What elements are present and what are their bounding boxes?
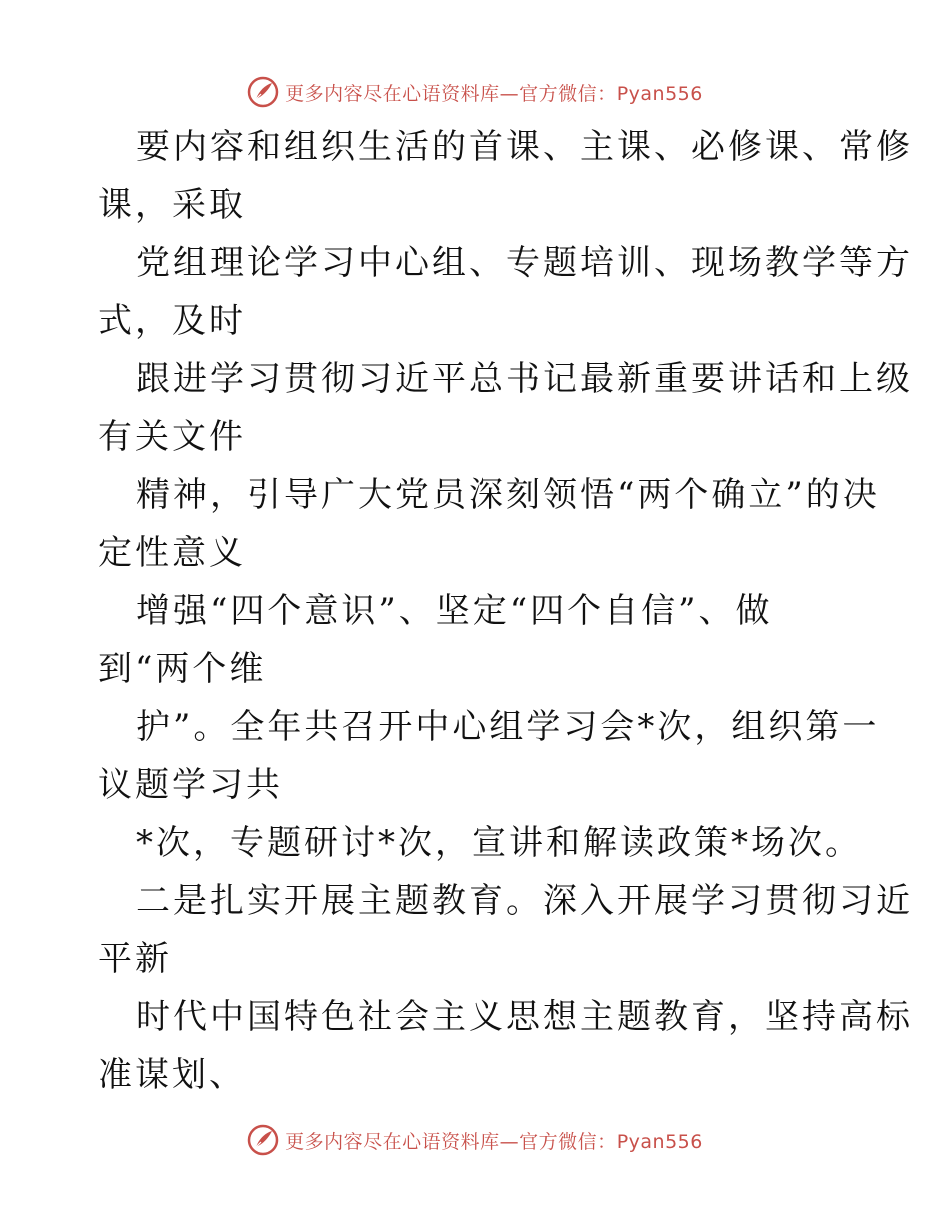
body-line: 时代中国特色社会主义思想主题教育，坚持高标 [136,997,913,1037]
header-watermark [0,72,950,112]
body-line: 跟进学习贯彻习近平总书记最新重要讲话和上级 [136,359,913,399]
body-line: 增强“四个意识”、坚定“四个自信”、做 [136,591,773,631]
body-line: 式，及时 [98,301,246,341]
body-line: 精神，引导广大党员深刻领悟“两个确立”的决 [136,475,880,515]
document-body [98,118,913,1104]
body-line: 到“两个维 [98,649,267,689]
body-line: 有关文件 [98,417,246,457]
footer-watermark [0,1120,950,1160]
quill-logo-icon [247,1124,279,1156]
body-line: 议题学习共 [98,765,283,805]
body-line: 平新 [98,939,172,979]
body-line: 准谋划、 [98,1055,246,1095]
body-line: 护”。全年共召开中心组学习会*次，组织第一 [136,707,880,747]
watermark-text: 更多内容尽在心语资料库—官方微信：Pyan556 [285,82,703,105]
body-line: 党组理论学习中心组、专题培训、现场教学等方 [136,243,913,283]
body-line: 二是扎实开展主题教育。深入开展学习贯彻习近 [136,881,913,921]
body-line: *次，专题研讨*次，宣讲和解读政策*场次。 [136,823,862,863]
body-line: 要内容和组织生活的首课、主课、必修课、常修 [136,127,913,167]
watermark-text: 更多内容尽在心语资料库—官方微信：Pyan556 [285,1130,703,1153]
body-line: 课，采取 [98,185,246,225]
quill-logo-icon [247,76,279,108]
body-line: 定性意义 [98,533,246,573]
